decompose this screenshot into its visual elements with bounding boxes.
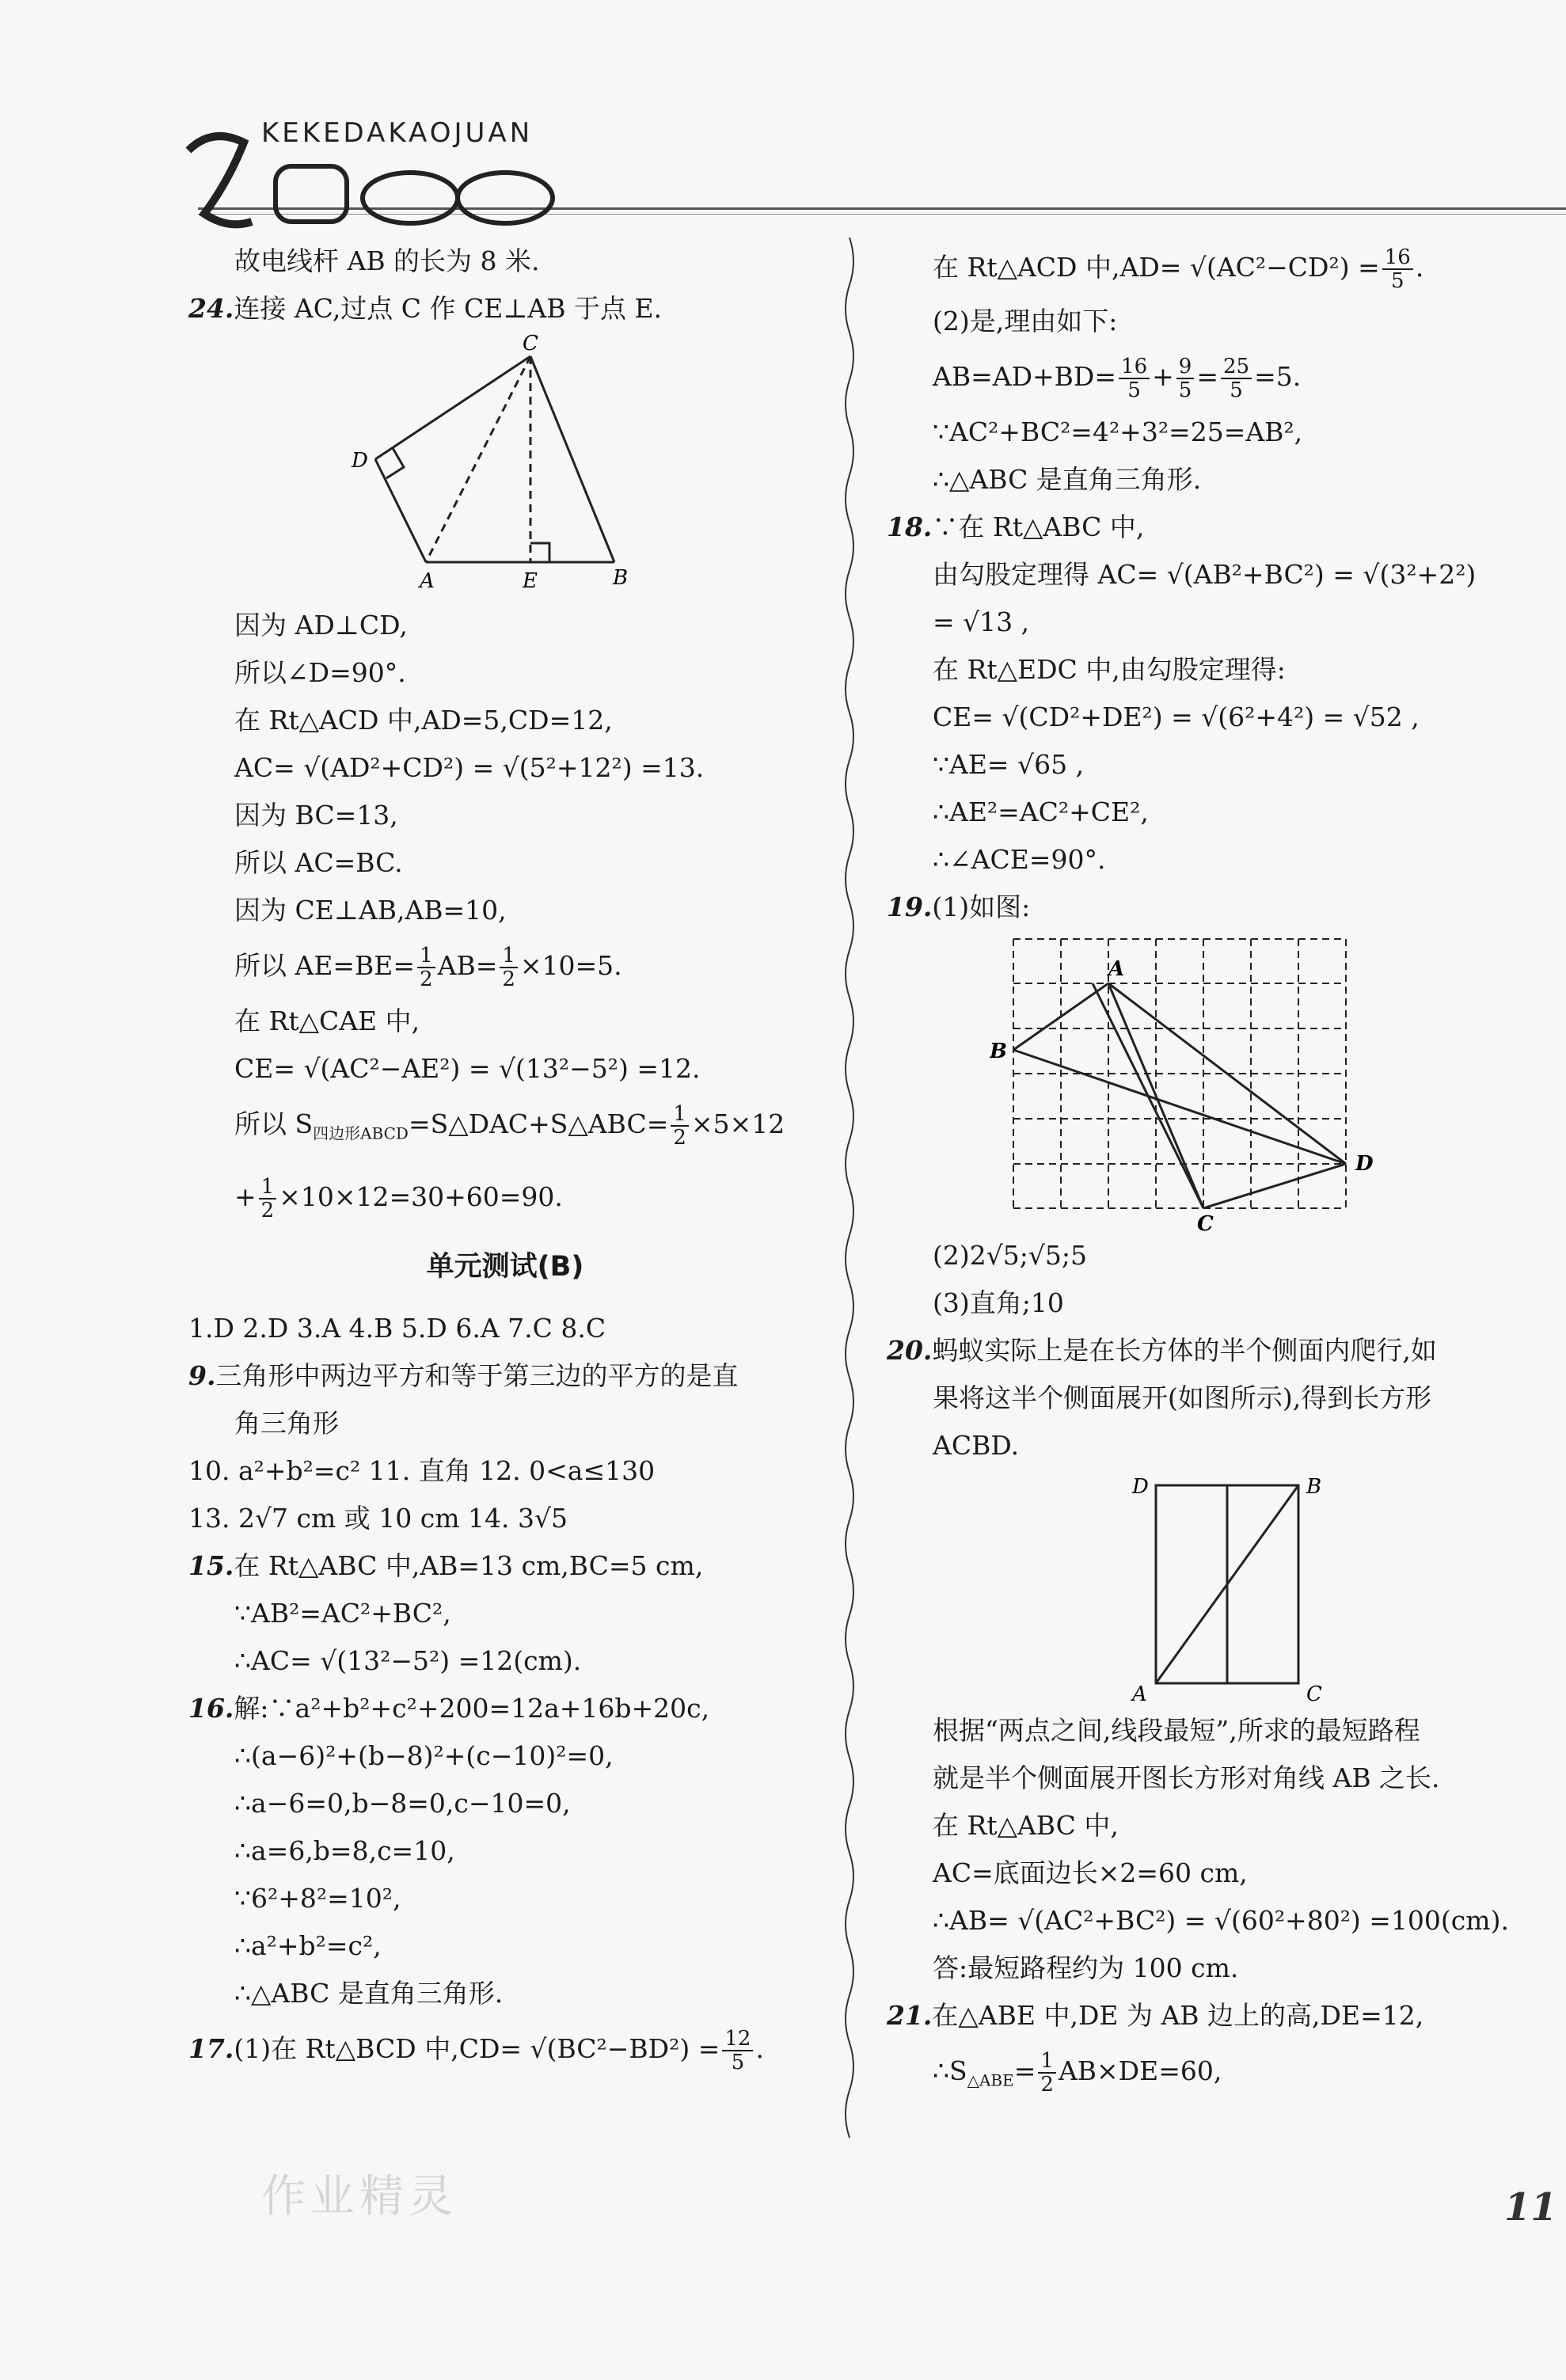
figure-19-grid: [990, 931, 1401, 1232]
left-s10: CE= √(AC²−AE²) = √(13²−5²) =12.: [234, 1053, 701, 1084]
half-fraction-1: $\frac{1}{2}$: [417, 945, 435, 990]
right-r10: ∵AE= √65 ,: [933, 749, 1085, 780]
left-s1: 因为 AD⊥CD,: [234, 610, 408, 641]
right-r7: = √13 ,: [933, 606, 1030, 637]
fig24-label-A: A: [420, 569, 435, 593]
right-r21b: =: [1013, 2055, 1036, 2086]
right-r17: 在 Rt△ABC 中,: [933, 1810, 1119, 1841]
q24-text: 连接 AC,过点 C 作 CE⊥AB 于点 E.: [234, 293, 663, 324]
right-r20: 答:最短路程约为 100 cm.: [933, 1952, 1239, 1983]
answers-13-14: 13. 2√7 cm 或 10 cm 14. 3√5: [188, 1502, 568, 1534]
fig20-label-D: D: [1132, 1475, 1149, 1499]
q24-number: 24.: [188, 293, 234, 324]
fig24-label-E: E: [523, 569, 538, 593]
q21-number: 21.: [887, 2000, 933, 2031]
a15-text-2: ∵AB²=AC²+BC²,: [234, 1597, 451, 1629]
right-r2: (2)是,理由如下:: [933, 306, 1118, 336]
fig20-label-A: A: [1132, 1682, 1147, 1706]
left-s3: 在 Rt△ACD 中,AD=5,CD=12,: [234, 705, 613, 736]
a16-text-7: ∴△ABC 是直角三角形.: [234, 1977, 504, 2009]
r1-fraction: $\frac{16}{5}$: [1382, 246, 1413, 292]
right-r6: 由勾股定理得 AC= √(AB²+BC²) = √(3²+2²): [933, 559, 1477, 590]
answers-10-12: 10. a²+b²=c² 11. 直角 12. 0<a≤130: [188, 1454, 656, 1486]
left-s12b: ×10×12=30+60=90.: [279, 1180, 563, 1212]
fig19-label-A: A: [1108, 957, 1125, 981]
right-r9: CE= √(CD²+DE²) = √(6²+4²) = √52 ,: [933, 701, 1420, 732]
a16-text: 解:∵a²+b²+c²+200=12a+16b+20c,: [234, 1692, 710, 1724]
right-r18: AC=底面边长×2=60 cm,: [933, 1857, 1248, 1888]
fig20-label-C: C: [1306, 1682, 1322, 1706]
right-r3b: =5.: [1254, 361, 1302, 392]
a16-text-5: ∵6²+8²=10²,: [234, 1882, 401, 1914]
a9-text: 三角形中两边平方和等于第三边的平方的是直: [215, 1359, 739, 1391]
a15-text-3: ∴AC= √(13²−5²) =12(cm).: [234, 1644, 582, 1676]
half-fraction-4: $\frac{1}{2}$: [259, 1176, 277, 1222]
right-r19: ∴AB= √(AC²+BC²) = √(60²+80²) =100(cm).: [933, 1905, 1509, 1936]
right-column: 在 Rt△ACD 中,AD= √(AC²−CD²) = $\frac{16}{5}$ . (2)是,理由如下: AB=AD+BD= $\frac{16}{5}$ + $\frac{9}{5}$ = $\frac{25}{5}$ =5. ∵AC²+BC²=4²+3²=25=AB², ∴△ABC 是直角三角形. 18.∵在 Rt△ABC 中, 由勾股定理得 AC= √(AB²+BC²) = √(3²+2²) = √13 , 在 Rt△EDC 中,由勾股定理得: CE= √(CD²+DE²) = √(6²+4²) = √52 , ∵AE= √65 , ∴AE²=AC²+CE², ∴∠ACE=90°. 19.(1)如图: A B C D (2)2√5;√5;5 (3)直角;10 20.蚂蚁实际上是在长方体的半个侧面内爬行,如 果将这半个侧面展开(如图所示),得到长方形 ACBD. D B A C 根据“两点之间,线段最短”,所求的最短路程 就是半个侧面展开图长方形对角线 AB 之长. 在 Rt△ABC 中, AC=底面边长×2=60 cm, ∴AB= √(AC²+BC²) = √(60²+80²) =100(cm). 答:最短路程约为 100 cm. 21.在△ABE 中,DE 为 AB 边上的高,DE=12, $\therefore S_{\triangle ABE}=$ $\frac{1}{2}$ AB×DE=60,: [887, 238, 1536, 2112]
r3-fraction-1: $\frac{16}{5}$: [1119, 355, 1150, 401]
q21-text: 在△ABE 中,DE 为 AB 边上的高,DE=12,: [932, 2000, 1424, 2031]
left-s11a: 所以 S: [234, 1108, 314, 1139]
left-s12a: +: [234, 1180, 257, 1212]
right-r3a: AB=AD+BD=: [933, 361, 1117, 392]
right-r14: (3)直角;10: [933, 1287, 1064, 1318]
left-s4: AC= √(AD²+CD²) = √(5²+12²) =13.: [234, 752, 705, 783]
left-s11c: ×5×12: [690, 1108, 785, 1139]
left-s8c: ×10=5.: [519, 950, 622, 981]
left-s8a: 所以 AE=BE=: [234, 950, 416, 981]
right-r12: ∴∠ACE=90°.: [933, 844, 1106, 875]
r3-fraction-2: $\frac{9}{5}$: [1176, 355, 1195, 401]
a16-text-2: ∴(a−6)²+(b−8)²+(c−10)²=0,: [234, 1739, 614, 1771]
half-fraction-2: $\frac{1}{2}$: [500, 945, 518, 990]
watermark: 作业精灵: [261, 2171, 458, 2222]
a17-number: 17.: [188, 2032, 234, 2064]
q20-text-2: 果将这半个侧面展开(如图所示),得到长方形: [933, 1382, 1432, 1413]
fig24-label-D: D: [352, 449, 368, 473]
fig24-label-B: B: [613, 566, 629, 590]
right-r21a: ∴S: [933, 2055, 967, 2086]
a16-text-4: ∴a=6,b=8,c=10,: [234, 1834, 455, 1866]
right-r5: ∴△ABC 是直角三角形.: [933, 464, 1202, 495]
left-s7: 因为 CE⊥AB,AB=10,: [234, 895, 507, 926]
left-s6: 所以 AC=BC.: [234, 847, 403, 878]
left-line-1: 故电线杆 AB 的长为 8 米.: [234, 245, 540, 276]
left-s11-sub: 四边形ABCD: [313, 1123, 409, 1143]
half-fraction-3: $\frac{1}{2}$: [671, 1103, 689, 1149]
q20-text: 蚂蚁实际上是在长方体的半个侧面内爬行,如: [932, 1335, 1437, 1366]
a17-text: (1)在 Rt△BCD 中,CD= √(BC²−BD²) =: [234, 2032, 720, 2064]
a16-text-6: ∴a²+b²=c²,: [234, 1929, 382, 1961]
left-s8b: AB=: [437, 950, 498, 981]
page-number: 11: [1504, 2185, 1557, 2230]
right-r21-sub: △ABE: [967, 2070, 1014, 2090]
left-s2: 所以∠D=90°.: [234, 657, 406, 688]
right-r13: (2)2√5;√5;5: [933, 1240, 1088, 1271]
a15-text: 在 Rt△ABC 中,AB=13 cm,BC=5 cm,: [234, 1549, 704, 1581]
q19-text: (1)如图:: [932, 892, 1031, 922]
fig20-label-B: B: [1306, 1475, 1322, 1499]
r3-fraction-3: $\frac{25}{5}$: [1221, 355, 1252, 401]
a16-number: 16.: [188, 1692, 234, 1724]
a17-fraction: $\frac{12}{5}$: [722, 2028, 753, 2074]
right-r16: 就是半个侧面展开图长方形对角线 AB 之长.: [933, 1762, 1440, 1793]
figure-24: [347, 333, 679, 602]
a9-text-2: 角三角形: [234, 1407, 339, 1439]
answers-1-8: 1.D 2.D 3.A 4.B 5.D 6.A 7.C 8.C: [188, 1312, 606, 1344]
column-divider: [838, 238, 861, 2154]
right-r4: ∵AC²+BC²=4²+3²=25=AB²,: [933, 416, 1303, 447]
q20-number: 20.: [887, 1335, 933, 1366]
a9-number: 9.: [188, 1359, 216, 1391]
left-s9: 在 Rt△CAE 中,: [234, 1006, 420, 1036]
q20-text-3: ACBD.: [933, 1430, 1020, 1461]
left-s5: 因为 BC=13,: [234, 800, 398, 831]
fig19-label-C: C: [1197, 1212, 1214, 1232]
brand-latin: KEKEDAKAOJUAN: [261, 117, 534, 149]
section-title: 单元测试(B): [426, 1250, 584, 1283]
fig19-label-D: D: [1355, 1152, 1374, 1176]
q19-number: 19.: [887, 892, 933, 922]
right-r21c: AB×DE=60,: [1058, 2055, 1222, 2086]
figure-20-rectangle: [1124, 1469, 1362, 1707]
a16-text-3: ∴a−6=0,b−8=0,c−10=0,: [234, 1787, 571, 1819]
left-column: 故电线杆 AB 的长为 8 米. 24.连接 AC,过点 C 作 CE⊥AB 于点 E. C D A E B 因为 AD⊥CD, 所以∠D=90°. 在 Rt△ACD 中,AD=5,CD=12, AC= √(AD²+CD²) = √(5²+12²) =13. 因为 BC=13, 所以 AC=BC. 因为 CE⊥AB,AB=10, 所以 AE=BE= $\frac{1}{2}$ AB= $\frac{1}{2}$ ×10=5. 在 Rt△CAE 中, CE= √(AC²−AE²) = √(13²−5²) =12. 所以 $S_{四边形ABCD}=S\triangle DAC+S\triangle ABC=$ $\frac{1}{2}$ ×5×12 + $\frac{1}{2}$ ×10×12=30+60=90. 单元测试(B) 1.D 2.D 3.A 4.B 5.D 6.A 7.C 8.C 9.三角形中两边平方和等于第三边的平方的是直 角三角形 10. a²+b²=c² 11. 直角 12. 0<a≤130 13. 2√7 cm 或 10 cm 14. 3√5 15.在 Rt△ABC 中,AB=13 cm,BC=5 cm, ∵AB²=AC²+BC², ∴AC= √(13²−5²) =12(cm). 16.解:∵a²+b²+c²+200=12a+16b+20c, ∴(a−6)²+(b−8)²+(c−10)²=0, ∴a−6=0,b−8=0,c−10=0, ∴a=6,b=8,c=10, ∵6²+8²=10², ∴a²+b²=c², ∴△ABC 是直角三角形. 17.(1)在 Rt△BCD 中,CD= √(BC²−BD²) = $\frac{12}{5}$ .: [188, 238, 822, 2081]
fig19-label-B: B: [990, 1040, 1007, 1063]
q18-text: ∵在 Rt△ABC 中,: [932, 511, 1145, 542]
right-r11: ∴AE²=AC²+CE²,: [933, 797, 1149, 827]
right-r15: 根据“两点之间,线段最短”,所求的最短路程: [933, 1715, 1420, 1746]
right-r1: 在 Rt△ACD 中,AD= √(AC²−CD²) =: [933, 252, 1380, 283]
a15-number: 15.: [188, 1549, 234, 1581]
q18-number: 18.: [887, 511, 933, 542]
fig24-label-C: C: [523, 333, 538, 355]
left-s11b: =S△DAC+S△ABC=: [408, 1108, 669, 1139]
r21-fraction: $\frac{1}{2}$: [1038, 2050, 1056, 2096]
right-r8: 在 Rt△EDC 中,由勾股定理得:: [933, 654, 1286, 685]
